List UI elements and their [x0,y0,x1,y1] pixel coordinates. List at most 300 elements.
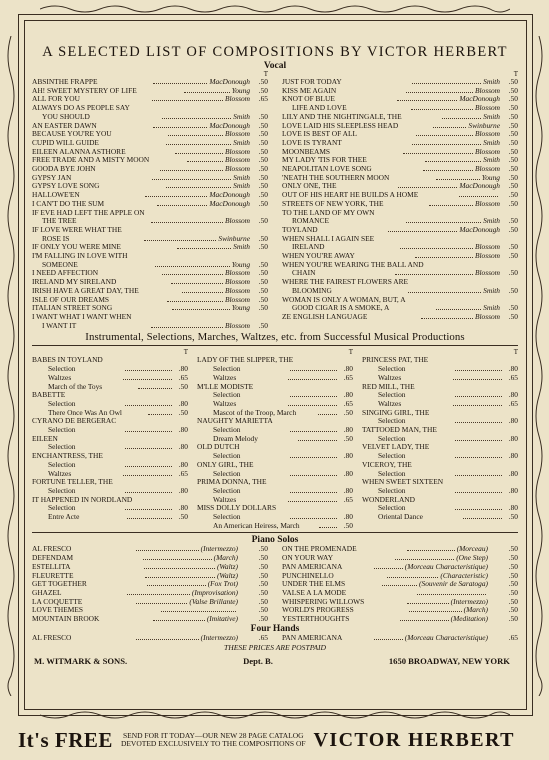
instrumental-list-item [362,409,518,418]
leader-dots [319,527,337,528]
vocal-left-column [32,71,268,330]
piano-list-item [282,615,518,624]
entry-price: .80 [508,364,519,374]
entry-publisher: MacDonough [209,120,250,130]
entry-publisher: Smith [483,216,500,226]
instrumental-list-item [197,487,353,496]
instrumental-list-item [32,496,188,505]
leader-dots [318,414,337,415]
leader-dots [453,379,502,380]
entry-title: Selection [378,434,406,443]
instrumental-list-item [362,461,518,470]
leader-dots [423,170,473,171]
entry-price: .50 [258,85,269,95]
entry-price: .50 [508,553,518,563]
entry-publisher: Smith [233,242,250,252]
entry-publisher: Young [231,85,251,95]
entry-price: .50 [508,544,519,554]
four-hands-left-column [32,634,268,643]
entry-title: Selection [48,460,76,469]
price-column-mark: T [263,70,268,78]
entry-price: .50 [258,155,269,165]
entry-publisher: Smith [483,155,501,165]
entry-price: .50 [343,520,354,530]
instrumental-list-item [32,478,188,487]
instrumental-list-item [32,417,188,426]
instrumental-list-item [197,356,353,365]
department: Dept. B. [243,656,273,667]
instrumental-list-item [362,356,518,365]
entry-price: .50 [508,570,519,580]
entry-price: .50 [508,311,519,321]
instrumental-list-item [197,461,353,470]
entry-title: AH! SWEET MYSTERY OF LIFE [32,86,137,95]
entry-publisher: Blossom [474,146,501,156]
leader-dots [411,109,473,110]
entry-title: Selection [48,426,76,435]
entry-title: Dream Melody [213,434,258,443]
leader-dots [387,577,438,578]
entry-price: .50 [508,77,519,86]
instrumental-list-item [197,443,353,452]
leader-dots [400,248,473,249]
leader-dots [136,603,188,604]
divider [32,532,518,533]
entry-title: IT HAPPENED IN NORDLAND [32,495,133,504]
entry-title: Selection [213,486,241,495]
instrumental-list-item [197,470,353,479]
instrumental-list-item [362,496,518,505]
vocal-list-item [32,200,268,209]
entry-price: .80 [508,390,519,400]
leader-dots [167,301,223,302]
entry-price: .50 [258,146,269,156]
entry-title: Selection [213,452,241,461]
entry-price: .50 [258,294,268,304]
leader-dots [123,379,172,380]
entry-price: .50 [258,614,269,624]
entry-price: .50 [258,181,269,191]
entry-title: Selection [378,469,406,478]
entry-publisher: Blossom [224,146,251,156]
entry-title: JUST FOR TODAY [282,78,342,86]
left-vine-ornament [5,36,17,696]
entry-publisher: Blossom [224,164,250,174]
entry-title: EILEEN ALANNA ASTHORE [32,147,126,156]
leader-dots [388,231,457,232]
entry-title: WHEN YOU'RE AWAY [282,252,355,261]
instrumental-list-item [32,400,188,409]
entry-title: MISS DOLLY DOLLARS [197,504,277,513]
four-hands-list-item [32,634,268,643]
leader-dots [151,327,223,328]
piano-section [32,545,518,623]
entry-publisher: Blossom [474,85,501,95]
entry-title: Waltzes [213,399,237,408]
entry-title: WHEN SWEET SIXTEEN [362,478,444,487]
piano-right-column [282,545,518,623]
entry-price: .80 [508,485,519,495]
entry-price: .80 [508,468,519,478]
instrumental-list-item [362,513,518,522]
leader-dots [148,414,172,415]
entry-price: .65 [178,468,188,478]
entry-title: Oriental Dance [378,513,423,522]
entry-price: .50 [258,129,268,139]
leader-dots [127,518,172,519]
instrumental-list-item [197,365,353,374]
leader-dots [290,492,337,493]
instrumental-section [32,348,518,530]
page-title: A SELECTED LIST OF COMPOSITIONS BY VICTOR HERBERT [42,44,508,60]
entry-publisher: Blossom [474,242,500,252]
entry-publisher: Blossom [224,285,250,295]
leader-dots [153,127,207,128]
leader-dots [436,179,480,180]
entry-publisher: Young [231,303,250,313]
piano-list-item [32,615,268,624]
entry-price: .50 [258,111,268,121]
entry-title: HALLOWE'EN [32,191,80,200]
entry-title: WHEN YOU'RE WEARING THE BALL AND [282,260,424,269]
vocal-list-item [32,304,268,313]
four-hands-section [32,634,518,643]
leader-dots [152,179,231,180]
entry-price: .50 [508,120,519,130]
leader-dots [425,161,481,162]
leader-dots [125,492,172,493]
publisher-address: 1650 BROADWAY, NEW YORK [388,656,510,667]
entry-price: .50 [343,407,354,417]
entry-title: MOONBEAMS [282,147,331,156]
entry-price: .65 [178,372,188,382]
entry-title: Selection [378,486,406,495]
entry-title: Selection [48,486,76,495]
instrumental-list-item [197,435,353,444]
instrumental-column-1 [32,348,188,530]
leader-dots [455,370,502,371]
leader-dots [455,492,502,493]
entry-title: TO THE LAND OF MY OWN [282,208,375,217]
entry-title: FREE TRADE AND A MISTY MOON [32,156,150,165]
entry-title: I WANT WHAT I WANT WHEN [32,312,132,321]
entry-publisher: Blossom [224,155,251,165]
entry-price: .50 [508,614,519,624]
instrumental-list-item [197,409,353,418]
entry-price: .50 [258,137,269,147]
entry-price: .50 [508,103,519,113]
leader-dots [153,83,207,84]
leader-dots [288,405,337,406]
entry-title: ITALIAN STREET SONG [32,304,113,313]
entry-publisher: (March) [463,605,488,615]
leader-dots [160,170,223,171]
entry-publisher: Blossom [474,164,501,174]
leader-dots [298,440,337,441]
entry-title: ON YOUR WAY [282,554,334,563]
entry-title: YESTERTHOUGHTS [282,615,350,624]
leader-dots [455,440,502,441]
entry-publisher: (Morceau Characteristique) [404,561,489,571]
entry-title: IRELAND [292,243,325,252]
instrumental-list-item [197,426,353,435]
entry-price: .50 [258,285,268,295]
entry-title: LOVE LAID HIS SLEEPLESS HEAD [282,121,399,130]
instrumental-list-item [362,400,518,409]
entry-title: ROSE IS [42,234,70,243]
leader-dots [125,509,172,510]
entry-price: .50 [508,596,519,606]
publisher-name: M. WITMARK & SONS. [34,656,128,667]
leader-dots [166,144,231,145]
leader-dots [406,222,481,223]
instrumental-list-item [32,391,188,400]
instrumental-list-item [362,504,518,513]
leader-dots [143,559,211,560]
entry-title: Selection [48,365,76,374]
leader-dots [123,475,172,476]
entry-publisher: (Imitative) [206,614,239,624]
entry-title: MOUNTAIN BROOK [32,615,100,624]
leader-dots [412,83,481,84]
entry-title: GOOD CIGAR IS A SMOKE, A [292,304,390,313]
top-vine-ornament [40,3,510,15]
instrumental-list-item [362,435,518,444]
instrumental-list-item [197,452,353,461]
entry-publisher: Blossom [474,311,501,321]
leader-dots [288,379,337,380]
entry-publisher: (Intermezzo) [200,632,238,642]
entry-title: CYRANO DE BERGERAC [32,417,117,426]
entry-title: ZE ENGLISH LANGUAGE [282,312,368,321]
entry-publisher: Blossom [224,129,250,139]
leader-dots [415,257,473,258]
entry-title: BLOOMING [292,286,332,295]
entry-title: FORTUNE TELLER, THE [32,478,113,487]
entry-price: .50 [258,561,269,571]
leader-dots [144,240,217,241]
entry-price: .50 [508,181,519,191]
entry-title: TATTOOED MAN, THE [362,426,437,435]
entry-title: ESTELLITA [32,562,71,571]
entry-price: .50 [258,259,269,269]
leader-dots [429,205,473,206]
entry-price: .50 [258,233,268,243]
leader-dots [395,274,473,275]
entry-title: WOMAN IS ONLY A WOMAN, BUT, A [282,295,406,304]
leader-dots [153,620,205,621]
entry-price: .50 [508,251,518,261]
entry-price: .80 [508,451,519,461]
entry-price: .50 [258,570,269,580]
entry-title: Selection [213,469,241,478]
entry-title: WHEN SHALL I AGAIN SEE [282,234,375,243]
leader-dots [407,603,448,604]
entry-price: .50 [258,579,268,589]
entry-title: March of the Toys [48,382,103,391]
entry-publisher: (Waltz) [216,570,239,580]
entry-price: .65 [343,398,353,408]
entry-title: VELVET LADY, THE [362,443,430,452]
entry-title: BABETTE [32,391,66,400]
leader-dots [407,550,455,551]
entry-price: .50 [258,587,268,597]
bottom-vine-ornament [40,709,510,721]
entry-price: .50 [258,277,268,287]
composer-name: VICTOR HERBERT [313,728,515,751]
piano-left-column [32,545,268,623]
entry-publisher: Smith [233,111,250,121]
entry-price: .50 [343,433,354,443]
entry-title: UNDER THE ELMS [282,580,346,589]
entry-title: Selection [48,504,76,513]
leader-dots [145,196,208,197]
entry-price: .50 [258,77,269,86]
price-column-mark: T [348,348,353,357]
entry-price: .50 [258,320,268,330]
entry-title: Selection [213,391,241,400]
entry-title: OUT OF HIS HEART HE BUILDS A HOME [282,191,419,200]
instrumental-list-item [362,487,518,496]
entry-price: .50 [508,198,518,208]
entry-title: Selection [378,365,406,374]
leader-dots [166,187,231,188]
entry-publisher: (Souvenir de Saratoga) [419,579,489,589]
leader-dots [403,153,473,154]
piano-list-item [32,598,268,607]
entry-title: BECAUSE YOU'RE YOU [32,130,112,139]
send-text [121,732,306,748]
instrumental-list-item [197,383,353,392]
entry-title: CUPID WILL GUIDE [32,138,99,147]
entry-price: .50 [258,120,268,130]
entry-price: .80 [178,503,189,513]
entry-publisher: Smith [233,137,251,147]
entry-publisher: Smith [483,285,501,295]
entry-title: Selection [213,513,241,522]
entry-publisher: Blossom [474,129,501,139]
entry-title: Waltzes [378,399,402,408]
entry-publisher: MacDonough [209,190,250,200]
vocal-list-item [282,182,518,191]
entry-price: .65 [343,372,353,382]
leader-dots [412,144,481,145]
entry-title: STREETS OF NEW YORK, THE [282,199,384,208]
entry-publisher: Young [231,259,251,269]
entry-price: .50 [258,190,268,200]
entry-price: .50 [508,111,519,121]
entry-price: .50 [508,94,518,104]
entry-price: .80 [343,425,354,435]
leader-dots [151,222,223,223]
vocal-list-item [282,269,518,278]
leader-dots [162,274,223,275]
instrumental-list-item [197,496,353,505]
price-column-mark: T [183,348,188,357]
leader-dots [455,422,502,423]
entry-title: DEFENDAM [32,554,74,563]
entry-price: .80 [508,416,519,426]
instrumental-list-item [362,443,518,452]
entry-publisher: (Morceau Characteristique) [404,632,489,642]
instrumental-list-item [32,426,188,435]
free-catalog-banner [18,724,531,756]
leader-dots [155,266,230,267]
leader-dots [459,196,498,197]
leader-dots [125,405,172,406]
entry-title: LOVE IS BEST OF ALL [282,130,358,139]
instrumental-list-item [362,391,518,400]
instrumental-list-item [32,513,188,522]
entry-publisher: Blossom [224,216,250,226]
right-vine-ornament [533,36,545,696]
entry-price: .80 [178,485,189,495]
entry-title: IRISH HAVE A GREAT DAY, THE [32,286,139,295]
entry-title: ALL FOR YOU [32,95,80,104]
leader-dots [125,370,172,371]
instrumental-list-item [197,391,353,400]
entry-publisher: Young [481,172,500,182]
instrumental-list-item [32,487,188,496]
entry-price: .50 [178,512,188,522]
instrumental-list-item [362,374,518,383]
leader-dots [417,594,486,595]
entry-publisher: (One Step) [456,553,488,563]
entry-price: .50 [178,381,188,391]
entry-title: SINGING GIRL, THE [362,408,430,417]
entry-title: I'M FALLING IN LOVE WITH [32,252,128,261]
entry-title: Waltzes [213,373,237,382]
entry-title: AN EASTER DAWN [32,121,97,130]
entry-title: ISLE OF OUR DREAMS [32,295,109,304]
leader-dots [382,585,417,586]
entry-title: BABES IN TOYLAND [32,356,103,365]
four-hands-right-column [282,634,518,643]
leader-dots [374,568,403,569]
entry-publisher: Blossom [474,251,500,261]
entry-price: .50 [508,146,519,156]
instrumental-list-item [362,365,518,374]
vocal-list-item [282,200,518,209]
price-column-mark: T [513,70,518,78]
entry-title: GOODA BYE JOHN [32,165,96,174]
entry-title: PAN AMERICANA [282,562,343,571]
leader-dots [138,388,172,389]
entry-price: .50 [178,407,189,417]
entry-publisher: (Morceau) [456,544,489,554]
four-hands-heading: Four Hands [250,623,300,634]
entry-title: LA COQUETTE [32,597,83,606]
instrumental-list-item [362,452,518,461]
entry-title: WHERE THE FAIREST FLOWERS ARE [282,278,409,287]
entry-title: VICEROY, THE [362,460,412,469]
entry-price: .50 [258,164,268,174]
instrumental-list-item [32,374,188,383]
entry-title: ABSINTHE FRAPPE [32,78,98,86]
entry-title: PRIMA DONNA, THE [197,478,267,487]
vocal-list-item [32,322,268,331]
entry-publisher: Swinburne [218,233,250,243]
instrumental-list-item [197,513,353,522]
leader-dots [187,161,223,162]
entry-price: .50 [258,605,269,615]
vocal-list-item [32,95,268,104]
entry-price: .50 [508,216,518,226]
entry-title: M'LLE MODISTE [197,382,254,391]
leader-dots [184,92,230,93]
leader-dots [290,457,337,458]
entry-publisher: Smith [233,172,251,182]
